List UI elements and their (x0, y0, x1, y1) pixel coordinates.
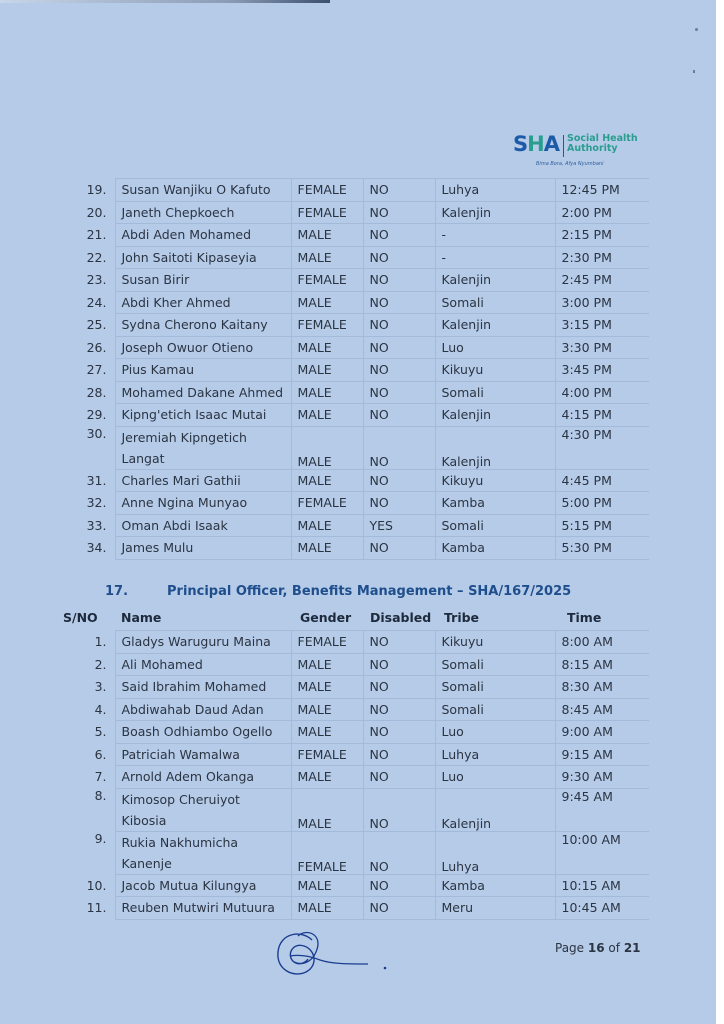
cell-sno: 24. (75, 291, 115, 314)
table-row (75, 336, 649, 359)
cell-name-line: Sydna Cherono Kaitany (121, 317, 268, 333)
cell-tribe: Somali (435, 514, 555, 537)
cell-gender: MALE (291, 426, 363, 469)
cell-tribe: Kikuyu (435, 631, 555, 654)
cell-gender: MALE (291, 653, 363, 676)
cell-name-line: James Mulu (121, 540, 194, 556)
cell-tribe: Somali (435, 698, 555, 721)
cell-gender: FEMALE (291, 201, 363, 224)
cell-name (115, 492, 291, 515)
candidates-table-section-17 (62, 630, 649, 920)
cell-time: 10:15 AM (555, 874, 649, 897)
table-row (62, 743, 649, 766)
cell-name (115, 721, 291, 744)
cell-sno: 9. (62, 831, 115, 874)
cell-name (115, 537, 291, 560)
cell-disabled: NO (363, 179, 435, 202)
cell-disabled: NO (363, 269, 435, 292)
cell-disabled: NO (363, 381, 435, 404)
cell-sno: 26. (75, 336, 115, 359)
table-row (75, 514, 649, 537)
table-row (75, 269, 649, 292)
cell-gender: FEMALE (291, 492, 363, 515)
cell-name-line: Mohamed Dakane Ahmed (121, 384, 284, 400)
cell-tribe: Luo (435, 721, 555, 744)
cell-sno: 33. (75, 514, 115, 537)
scan-edge (0, 0, 330, 3)
page-current: 16 (587, 941, 605, 955)
cell-disabled: NO (363, 201, 435, 224)
logo-name-line2: Authority (567, 143, 618, 154)
cell-name-line: Kipng'etich Isaac Mutai (121, 407, 267, 423)
cell-name-line: Susan Wanjiku O Kafuto (121, 182, 271, 198)
cell-tribe: Luo (435, 766, 555, 789)
cell-disabled: NO (363, 469, 435, 492)
cell-sno: 1. (62, 631, 115, 654)
of-word: of (608, 941, 620, 955)
cell-gender: MALE (291, 897, 363, 920)
header-gender: Gender (300, 610, 352, 625)
cell-name (115, 676, 291, 699)
cell-tribe: Meru (435, 897, 555, 920)
cell-tribe: Kalenjin (435, 314, 555, 337)
cell-name-line: Kanenje (121, 855, 172, 871)
cell-name (115, 653, 291, 676)
cell-gender: MALE (291, 537, 363, 560)
cell-sno: 34. (75, 537, 115, 560)
cell-gender: FEMALE (291, 314, 363, 337)
cell-sno: 29. (75, 404, 115, 427)
cell-name-line: Reuben Mutwiri Mutuura (121, 900, 275, 916)
scan-speck (693, 70, 695, 73)
cell-tribe: Kalenjin (435, 269, 555, 292)
cell-disabled: NO (363, 359, 435, 382)
cell-disabled: NO (363, 336, 435, 359)
table-row (75, 314, 649, 337)
cell-time: 8:30 AM (555, 676, 649, 699)
cell-sno: 28. (75, 381, 115, 404)
cell-name (115, 698, 291, 721)
cell-sno: 7. (62, 766, 115, 789)
cell-tribe: Luhya (435, 179, 555, 202)
cell-time: 9:45 AM (555, 788, 649, 831)
cell-name-line: Arnold Adem Okanga (121, 769, 255, 785)
cell-name-line: Charles Mari Gathii (121, 472, 241, 488)
table-row (62, 897, 649, 920)
cell-name-line: Boash Odhiambo Ogello (121, 724, 273, 740)
table-row (75, 537, 649, 560)
cell-name (115, 404, 291, 427)
table-row (62, 788, 649, 831)
cell-tribe: - (435, 224, 555, 247)
cell-tribe: Kalenjin (435, 788, 555, 831)
cell-name (115, 179, 291, 202)
logo-mark-s: S (513, 132, 528, 156)
cell-disabled: NO (363, 246, 435, 269)
cell-name (115, 469, 291, 492)
scan-speck (695, 28, 698, 31)
cell-time: 8:45 AM (555, 698, 649, 721)
cell-time: 4:15 PM (555, 404, 649, 427)
cell-time: 8:15 AM (555, 653, 649, 676)
cell-tribe: Somali (435, 676, 555, 699)
cell-sno: 32. (75, 492, 115, 515)
cell-tribe: Kamba (435, 874, 555, 897)
cell-gender: MALE (291, 698, 363, 721)
cell-time: 3:45 PM (555, 359, 649, 382)
cell-disabled: NO (363, 698, 435, 721)
cell-name (115, 788, 291, 831)
signature (272, 926, 402, 986)
cell-name (115, 631, 291, 654)
logo-divider (563, 135, 564, 157)
table-row (75, 179, 649, 202)
cell-time: 5:30 PM (555, 537, 649, 560)
cell-sno: 31. (75, 469, 115, 492)
cell-gender: FEMALE (291, 631, 363, 654)
cell-time: 9:30 AM (555, 766, 649, 789)
cell-gender: FEMALE (291, 179, 363, 202)
cell-sno: 8. (62, 788, 115, 831)
table-row (62, 653, 649, 676)
table-row (62, 698, 649, 721)
table-row (75, 291, 649, 314)
table-row (62, 874, 649, 897)
cell-name-line: Kimosop Cheruiyot (121, 791, 240, 807)
cell-gender: MALE (291, 676, 363, 699)
cell-disabled: NO (363, 492, 435, 515)
cell-tribe: Kalenjin (435, 404, 555, 427)
page-word: Page (555, 941, 585, 955)
cell-name-line: Abdiwahab Daud Adan (121, 701, 264, 717)
table-row (62, 631, 649, 654)
header-disabled: Disabled (370, 610, 432, 625)
header-time: Time (567, 610, 602, 625)
cell-time: 10:00 AM (555, 831, 649, 874)
cell-disabled: NO (363, 653, 435, 676)
cell-name-line: Janeth Chepkoech (121, 204, 235, 220)
cell-disabled: NO (363, 537, 435, 560)
cell-sno: 30. (75, 426, 115, 469)
cell-name-line: Said Ibrahim Mohamed (121, 679, 267, 695)
cell-gender: MALE (291, 336, 363, 359)
table-row (75, 359, 649, 382)
cell-gender: MALE (291, 469, 363, 492)
cell-time: 2:00 PM (555, 201, 649, 224)
cell-name-line: Jacob Mutua Kilungya (121, 877, 257, 893)
cell-name (115, 381, 291, 404)
cell-gender: MALE (291, 224, 363, 247)
header-tribe: Tribe (444, 610, 480, 625)
cell-name (115, 766, 291, 789)
section-heading (105, 584, 571, 599)
cell-sno: 23. (75, 269, 115, 292)
cell-name (115, 269, 291, 292)
logo-mark-a: A (543, 132, 559, 156)
cell-time: 3:00 PM (555, 291, 649, 314)
cell-tribe: Luhya (435, 831, 555, 874)
cell-time: 2:15 PM (555, 224, 649, 247)
cell-tribe: Luhya (435, 743, 555, 766)
cell-name-line: Anne Ngina Munyao (121, 495, 248, 511)
cell-sno: 5. (62, 721, 115, 744)
cell-disabled: NO (363, 631, 435, 654)
table-row (62, 831, 649, 874)
section-title: Principal Officer, Benefits Management – SHA/167/2025 (167, 584, 572, 599)
header-sno: S/NO (63, 610, 98, 625)
logo-mark (513, 132, 559, 156)
logo-mark-h: H (527, 132, 544, 156)
cell-name-line: Gladys Waruguru Maina (121, 634, 271, 650)
cell-name (115, 246, 291, 269)
cell-disabled: NO (363, 426, 435, 469)
cell-time: 5:15 PM (555, 514, 649, 537)
cell-disabled: NO (363, 788, 435, 831)
cell-name-line: Kibosia (121, 812, 167, 828)
candidates-table-continued (75, 178, 649, 560)
cell-time: 9:15 AM (555, 743, 649, 766)
cell-disabled: NO (363, 314, 435, 337)
cell-sno: 20. (75, 201, 115, 224)
cell-disabled: NO (363, 766, 435, 789)
table-row (75, 492, 649, 515)
logo-tagline: Bima Bora, Afya Nyumbani (536, 161, 604, 167)
cell-time: 3:15 PM (555, 314, 649, 337)
page-total: 21 (623, 941, 641, 955)
cell-sno: 11. (62, 897, 115, 920)
cell-time: 2:30 PM (555, 246, 649, 269)
cell-tribe: Kamba (435, 492, 555, 515)
cell-tribe: Kamba (435, 537, 555, 560)
cell-disabled: YES (363, 514, 435, 537)
cell-name (115, 874, 291, 897)
cell-name-line: Joseph Owuor Otieno (121, 339, 254, 355)
cell-name (115, 897, 291, 920)
cell-tribe: Kalenjin (435, 201, 555, 224)
cell-tribe: Somali (435, 653, 555, 676)
cell-name (115, 426, 291, 469)
cell-disabled: NO (363, 897, 435, 920)
cell-time: 8:00 AM (555, 631, 649, 654)
sha-logo (510, 128, 640, 170)
cell-name-line: Abdi Kher Ahmed (121, 294, 231, 310)
cell-sno: 4. (62, 698, 115, 721)
cell-disabled: NO (363, 224, 435, 247)
cell-sno: 10. (62, 874, 115, 897)
cell-name (115, 291, 291, 314)
table-row (75, 469, 649, 492)
cell-name-line: Pius Kamau (121, 362, 195, 378)
cell-sno: 22. (75, 246, 115, 269)
cell-name-line: Abdi Aden Mohamed (121, 227, 252, 243)
cell-sno: 2. (62, 653, 115, 676)
cell-sno: 25. (75, 314, 115, 337)
header-name: Name (121, 610, 162, 625)
cell-tribe: Kikuyu (435, 359, 555, 382)
table-row (75, 426, 649, 469)
table-row (75, 381, 649, 404)
cell-name (115, 201, 291, 224)
table-row (62, 676, 649, 699)
cell-gender: FEMALE (291, 269, 363, 292)
cell-disabled: NO (363, 743, 435, 766)
cell-gender: MALE (291, 381, 363, 404)
cell-gender: MALE (291, 766, 363, 789)
cell-disabled: NO (363, 874, 435, 897)
cell-name-line: John Saitoti Kipaseyia (121, 249, 257, 265)
cell-disabled: NO (363, 831, 435, 874)
cell-disabled: NO (363, 291, 435, 314)
cell-gender: MALE (291, 359, 363, 382)
cell-gender: MALE (291, 721, 363, 744)
cell-name (115, 336, 291, 359)
table-row (75, 246, 649, 269)
cell-gender: MALE (291, 788, 363, 831)
cell-gender: MALE (291, 291, 363, 314)
cell-name (115, 359, 291, 382)
cell-gender: FEMALE (291, 831, 363, 874)
cell-time: 4:45 PM (555, 469, 649, 492)
cell-sno: 6. (62, 743, 115, 766)
cell-name (115, 314, 291, 337)
cell-tribe: - (435, 246, 555, 269)
cell-name-line: Rukia Nakhumicha (121, 834, 239, 850)
table-row (62, 721, 649, 744)
table-row (75, 201, 649, 224)
cell-tribe: Luo (435, 336, 555, 359)
cell-sno: 3. (62, 676, 115, 699)
cell-sno: 21. (75, 224, 115, 247)
cell-time: 3:30 PM (555, 336, 649, 359)
cell-sno: 27. (75, 359, 115, 382)
logo-name-line1: Social Health (567, 133, 638, 144)
cell-gender: MALE (291, 514, 363, 537)
cell-disabled: NO (363, 404, 435, 427)
cell-gender: MALE (291, 246, 363, 269)
cell-tribe: Kikuyu (435, 469, 555, 492)
cell-tribe: Kalenjin (435, 426, 555, 469)
cell-name-line: Susan Birir (121, 272, 190, 288)
cell-name (115, 831, 291, 874)
table-row (75, 404, 649, 427)
cell-gender: MALE (291, 874, 363, 897)
cell-time: 5:00 PM (555, 492, 649, 515)
cell-name-line: Langat (121, 450, 165, 466)
cell-name-line: Jeremiah Kipngetich (121, 429, 247, 445)
cell-sno: 19. (75, 179, 115, 202)
cell-tribe: Somali (435, 381, 555, 404)
cell-time: 12:45 PM (555, 179, 649, 202)
cell-gender: MALE (291, 404, 363, 427)
cell-time: 9:00 AM (555, 721, 649, 744)
cell-time: 10:45 AM (555, 897, 649, 920)
cell-gender: FEMALE (291, 743, 363, 766)
cell-tribe: Somali (435, 291, 555, 314)
table-row (75, 224, 649, 247)
cell-name-line: Oman Abdi Isaak (121, 517, 228, 533)
cell-disabled: NO (363, 721, 435, 744)
logo-name (567, 134, 638, 154)
cell-name-line: Patriciah Wamalwa (121, 746, 240, 762)
page-number (555, 941, 641, 955)
cell-time: 4:00 PM (555, 381, 649, 404)
table-row (62, 766, 649, 789)
cell-name (115, 224, 291, 247)
cell-name (115, 514, 291, 537)
cell-name-line: Ali Mohamed (121, 656, 203, 672)
section-number: 17. (105, 584, 129, 599)
cell-disabled: NO (363, 676, 435, 699)
cell-name (115, 743, 291, 766)
cell-time: 2:45 PM (555, 269, 649, 292)
cell-time: 4:30 PM (555, 426, 649, 469)
